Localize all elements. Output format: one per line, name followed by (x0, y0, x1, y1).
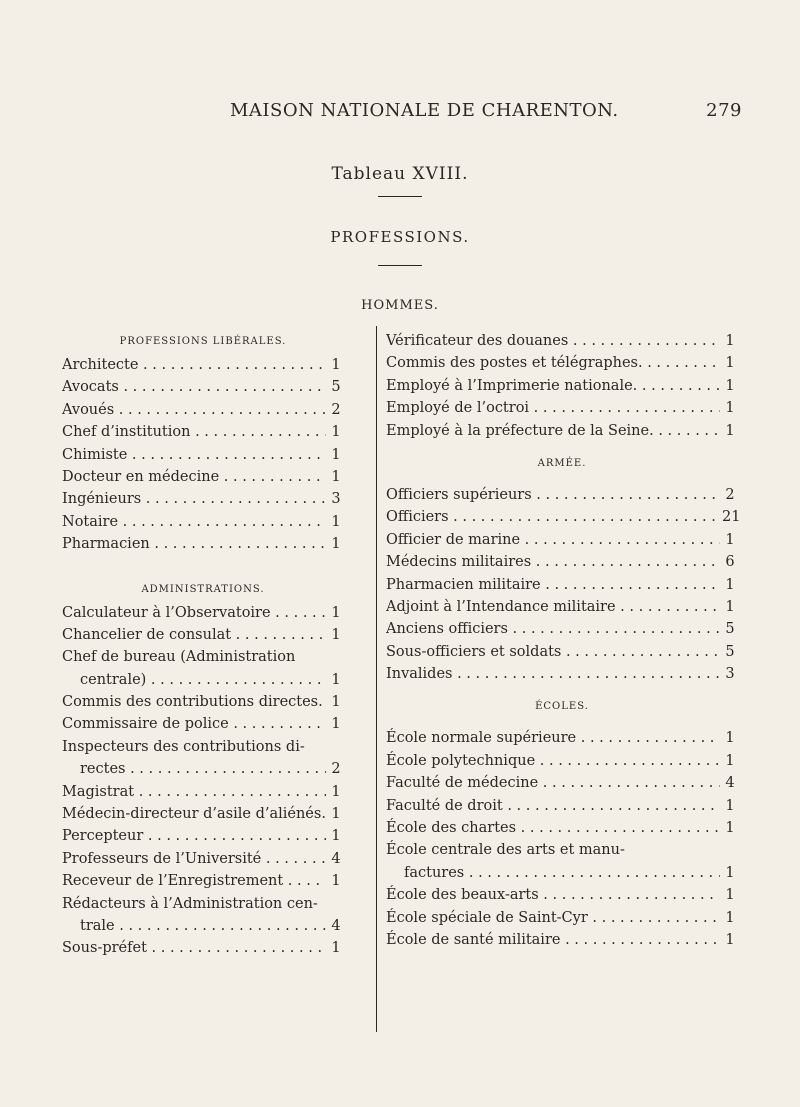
row-label: École des beaux-arts . . . (386, 884, 720, 906)
row-count: 1 (725, 531, 735, 548)
table-row (62, 848, 344, 870)
table-row (62, 870, 344, 892)
table-row (62, 466, 344, 488)
table-row (386, 839, 738, 861)
row-label: Percepteur . . . (62, 825, 326, 847)
table-row (386, 884, 738, 906)
row-label: Professeurs de l’Université . . . (62, 848, 326, 870)
table-row (386, 929, 738, 951)
row-count: 1 (331, 873, 341, 890)
row-label: Commis des postes et télégraphes. . . . (386, 352, 720, 374)
row-count: 2 (331, 401, 341, 418)
table-row (62, 937, 344, 959)
table-row (62, 488, 344, 510)
row-count: 1 (331, 940, 341, 957)
table-row (62, 736, 344, 758)
row-label: Anciens officiers . . . (386, 618, 720, 640)
row-label: trale . . . (80, 915, 326, 937)
table-row (62, 691, 344, 713)
row-count: 1 (725, 931, 735, 948)
row-label: Officier de marine . . . (386, 529, 720, 551)
row-count: 4 (725, 775, 735, 792)
row-label: Chancelier de consulat . . . (62, 624, 326, 646)
section-ecoles (386, 727, 738, 951)
row-label: Calculateur à l’Observatoire . . . (62, 602, 326, 624)
row-count: 1 (725, 598, 735, 615)
section-title-armee: ARMÉE. (537, 457, 587, 469)
row-count: 3 (725, 666, 735, 683)
row-label: Magistrat . . . (62, 781, 326, 803)
row-label: rectes . . . (80, 758, 326, 780)
row-count: 1 (725, 422, 735, 439)
table-row (62, 421, 344, 443)
table-row (62, 781, 344, 803)
row-count: 2 (725, 486, 735, 503)
row-count: 1 (331, 468, 341, 485)
table-row (386, 551, 738, 573)
row-label: École centrale des arts et manu- (386, 842, 625, 859)
row-count: 5 (725, 643, 735, 660)
row-label: Avoués . . . (62, 399, 326, 421)
row-label: Officiers supérieurs . . . (386, 484, 720, 506)
table-row (386, 663, 738, 685)
table-row (386, 596, 738, 618)
row-label: Médecin-directeur d’asile d’aliénés. . . . (62, 803, 326, 825)
row-label: Employé à l’Imprimerie nationale. . . . (386, 375, 720, 397)
row-label: Adjoint à l’Intendance militaire . . . (386, 596, 720, 618)
table-row (386, 772, 738, 794)
row-count: 1 (725, 400, 735, 417)
table-row (386, 618, 738, 640)
table-row (386, 352, 738, 374)
section-liberales (62, 354, 344, 556)
row-label: Vérificateur des douanes . . . (386, 330, 720, 352)
table-row (386, 330, 738, 352)
row-label: factures . . . (404, 862, 720, 884)
row-count: 1 (331, 806, 341, 823)
row-label: Faculté de droit . . . (386, 795, 720, 817)
table-row (386, 420, 738, 442)
table-row (62, 444, 344, 466)
row-label: Chimiste . . . (62, 444, 326, 466)
row-label: Commis des contributions directes. . . . (62, 691, 326, 713)
row-label: Invalides . . . (386, 663, 720, 685)
table-row (62, 354, 344, 376)
row-label: Faculté de médecine . . . (386, 772, 720, 794)
column-divider (376, 326, 377, 1032)
row-count: 5 (331, 379, 341, 396)
table-row (62, 669, 344, 691)
row-count: 6 (725, 554, 735, 571)
row-label: Employé de l’octroi . . . (386, 397, 720, 419)
row-count: 1 (725, 909, 735, 926)
table-row (386, 574, 738, 596)
table-row (62, 376, 344, 398)
row-label: Pharmacien . . . (62, 533, 326, 555)
row-count: 1 (331, 604, 341, 621)
right-column (386, 330, 741, 951)
row-label: Sous-officiers et soldats . . . (386, 641, 720, 663)
row-label: Rédacteurs à l’Administration cen- (62, 895, 318, 912)
table-row (386, 817, 738, 839)
row-count: 1 (725, 864, 735, 881)
left-column (62, 330, 344, 960)
row-label: Docteur en médecine . . . (62, 466, 326, 488)
table-row (386, 529, 738, 551)
table-row (62, 511, 344, 533)
table-row (386, 506, 741, 528)
row-count: 1 (331, 626, 341, 643)
row-count: 1 (725, 730, 735, 747)
table-row (386, 862, 738, 884)
row-count: 21 (722, 509, 741, 526)
section-title-liberales: PROFESSIONS LIBÉRALES. (119, 336, 287, 347)
running-header (0, 100, 800, 124)
row-count: 4 (331, 850, 341, 867)
table-row (62, 915, 344, 937)
table-row (62, 602, 344, 624)
row-count: 4 (331, 917, 341, 934)
row-label: Chef d’institution . . . (62, 421, 326, 443)
row-label: École de santé militaire . . . (386, 929, 720, 951)
table-row (386, 907, 738, 929)
row-label: Inspecteurs des contributions di- (62, 738, 305, 755)
row-label: Ingénieurs . . . (62, 488, 326, 510)
table-row (386, 727, 738, 749)
row-count: 1 (331, 783, 341, 800)
row-count: 1 (331, 671, 341, 688)
row-count: 1 (725, 820, 735, 837)
row-count: 1 (331, 828, 341, 845)
table-row (62, 713, 344, 735)
table-row (386, 375, 738, 397)
row-label: École spéciale de Saint-Cyr . . . (386, 907, 720, 929)
row-label: centrale) . . . (80, 669, 326, 691)
row-count: 1 (331, 694, 341, 711)
row-count: 5 (725, 621, 735, 638)
table-row (386, 397, 738, 419)
row-label: Commissaire de police . . . (62, 713, 326, 735)
row-count: 1 (331, 446, 341, 463)
section-title-administrations: ADMINISTRATIONS. (141, 583, 265, 595)
row-label: Employé à la préfecture de la Seine. . . . (386, 420, 720, 442)
row-count: 1 (725, 333, 735, 349)
row-count: 1 (725, 887, 735, 904)
row-count: 1 (331, 424, 341, 441)
table-row (62, 533, 344, 555)
table-row (62, 893, 344, 915)
row-label: Receveur de l’Enregistrement . . . (62, 870, 326, 892)
group-heading: HOMMES. (361, 298, 439, 313)
table-row (62, 646, 344, 668)
title-rule (378, 196, 422, 197)
row-label: Notaire . . . (62, 511, 326, 533)
table-row (386, 750, 738, 772)
row-label: Chef de bureau (Administration (62, 649, 296, 666)
row-label: École polytechnique . . . (386, 750, 720, 772)
table-row (62, 825, 344, 847)
row-label: École des chartes . . . (386, 817, 720, 839)
row-label: Médecins militaires . . . (386, 551, 720, 573)
row-label: Avocats . . . (62, 376, 326, 398)
subtitle: PROFESSIONS. (330, 228, 470, 246)
section-administrations (62, 602, 344, 960)
row-label: École normale supérieure . . . (386, 727, 720, 749)
section-armee (386, 484, 741, 686)
row-count: 1 (725, 576, 735, 593)
row-label: Pharmacien militaire . . . (386, 574, 720, 596)
row-label: Officiers . . . (386, 506, 720, 528)
table-row (62, 624, 344, 646)
table-row (386, 484, 738, 506)
subtitle-rule (378, 265, 422, 266)
row-label: Architecte . . . (62, 354, 326, 376)
row-count: 1 (725, 377, 735, 394)
row-label: Sous-préfet . . . (62, 937, 326, 959)
row-count: 1 (725, 797, 735, 814)
row-count: 1 (331, 357, 341, 373)
running-title: MAISON NATIONALE DE CHARENTON. (230, 100, 619, 121)
row-count: 1 (725, 752, 735, 769)
row-count: 2 (331, 761, 341, 778)
table-row (62, 399, 344, 421)
page-number: 279 (706, 100, 742, 121)
row-count: 1 (725, 355, 735, 372)
row-count: 1 (331, 716, 341, 733)
table-title: Tableau XVIII. (331, 164, 469, 184)
table-row (62, 758, 344, 780)
table-row (386, 795, 738, 817)
table-row (386, 641, 738, 663)
section-divers (386, 330, 738, 442)
table-row (62, 803, 344, 825)
row-count: 1 (331, 513, 341, 530)
section-title-ecoles: ÉCOLES. (535, 701, 589, 713)
row-count: 1 (331, 536, 341, 553)
row-count: 3 (331, 491, 341, 508)
